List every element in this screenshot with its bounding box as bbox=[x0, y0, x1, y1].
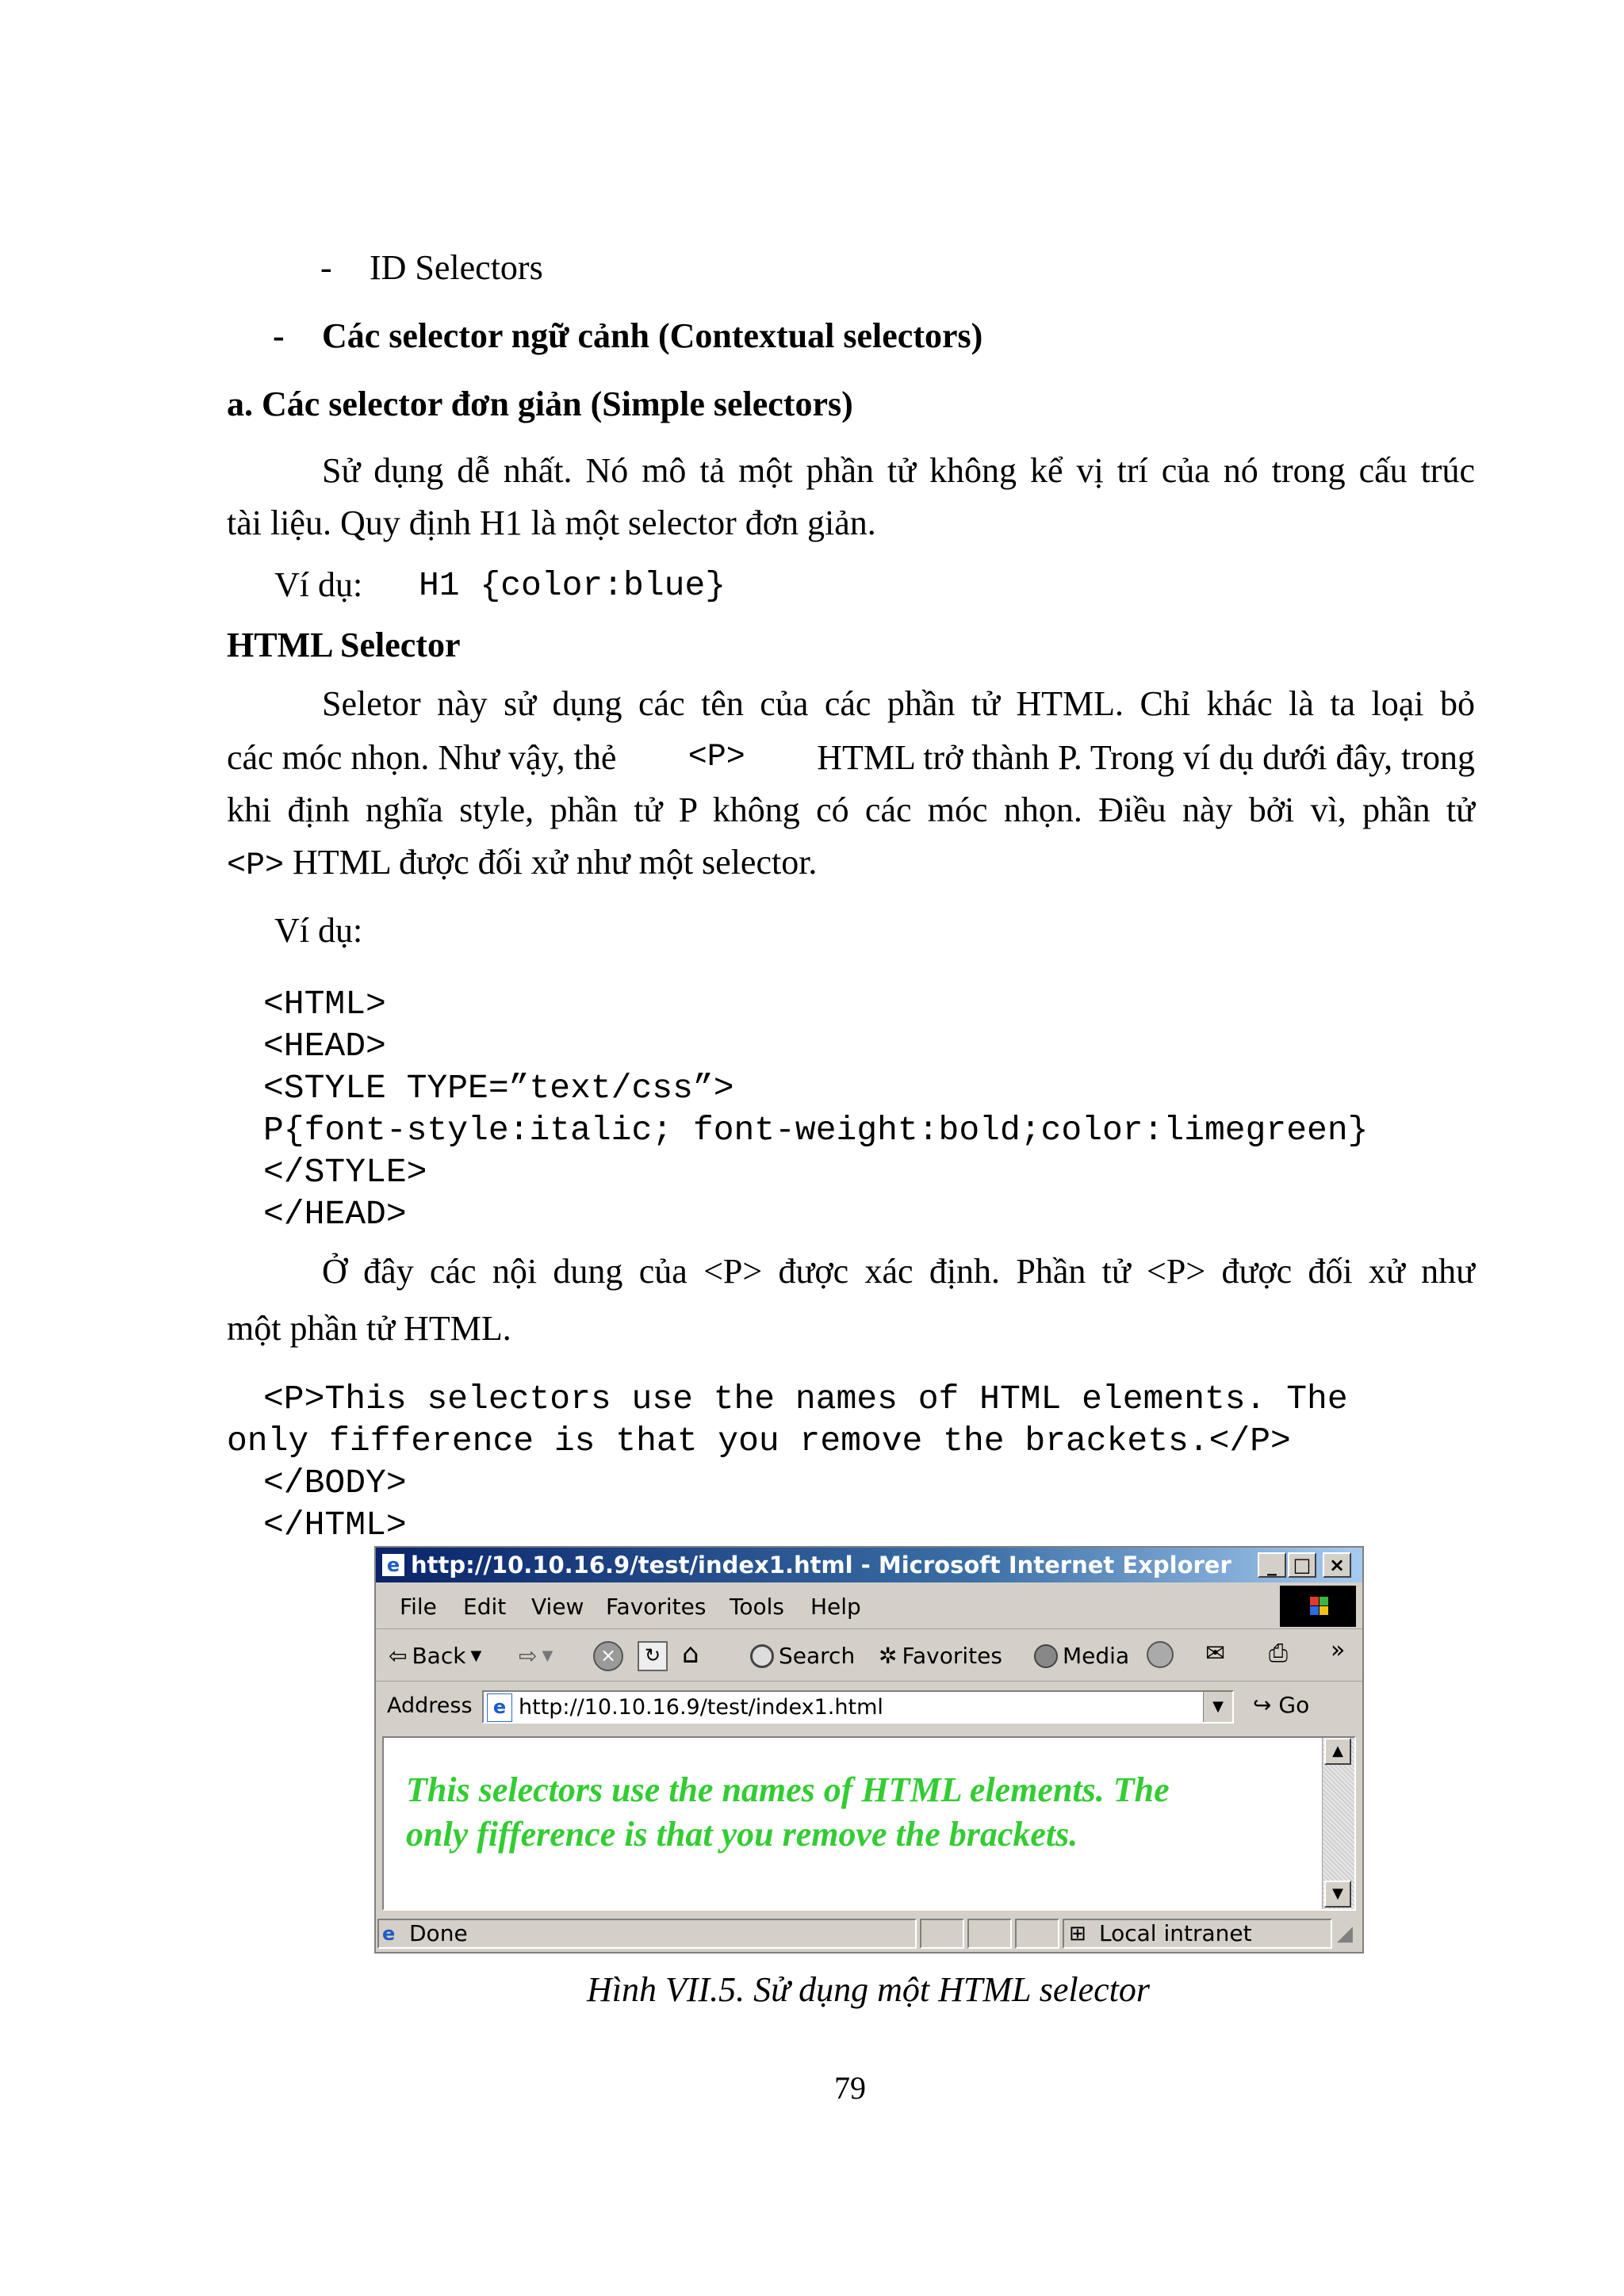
zone-pane bbox=[1063, 1919, 1332, 1949]
para1-line2: tài liệu. Quy định H1 là một selector đơn giản. bbox=[227, 503, 876, 542]
para2-line2-b: HTML trở thành P. Trong ví dụ dưới đây, trong bbox=[817, 738, 1475, 777]
code-line: </HEAD> bbox=[263, 1195, 407, 1234]
stop-icon[interactable]: × bbox=[593, 1641, 623, 1671]
para2-line2-code: <P> bbox=[688, 740, 745, 775]
content-line-2: only fifference is that you remove the brackets. bbox=[406, 1815, 1078, 1854]
menu-favorites[interactable]: Favorites bbox=[606, 1594, 707, 1620]
vertical-scrollbar[interactable] bbox=[1322, 1738, 1354, 1909]
menu-bar bbox=[376, 1584, 1362, 1629]
window-title: http://10.10.16.9/test/index1.html - Microsoft Internet Explorer bbox=[411, 1552, 1231, 1578]
example-code: H1 {color:blue} bbox=[419, 566, 726, 605]
status-pane-blank bbox=[1015, 1919, 1059, 1949]
address-input[interactable] bbox=[482, 1690, 1234, 1724]
code-line: </STYLE> bbox=[263, 1153, 427, 1192]
minimize-button[interactable]: _ bbox=[1258, 1552, 1286, 1578]
code2-line3: </BODY> bbox=[263, 1464, 407, 1502]
refresh-icon[interactable]: ↻ bbox=[638, 1641, 668, 1671]
code2-line4: </HTML> bbox=[263, 1506, 407, 1544]
code-line: P{font-style:italic; font-weight:bold;color:limegreen} bbox=[263, 1111, 1369, 1150]
para2-line2-a: các móc nhọn. Như vậy, thẻ bbox=[227, 738, 617, 777]
history-icon[interactable] bbox=[1147, 1641, 1174, 1668]
code-block-1 bbox=[263, 983, 1368, 1235]
favorites-label: Favorites bbox=[902, 1643, 1002, 1669]
go-label: Go bbox=[1278, 1692, 1310, 1718]
forward-button[interactable] bbox=[519, 1643, 553, 1669]
favorites-button[interactable] bbox=[879, 1643, 1002, 1669]
maximize-button[interactable]: □ bbox=[1288, 1552, 1316, 1578]
favorites-star-icon: ✲ bbox=[879, 1643, 898, 1669]
content-paragraph bbox=[406, 1768, 1294, 1857]
code2-line2: only fifference is that you remove the brackets.</P> bbox=[227, 1422, 1291, 1460]
bullet-dash-2: - bbox=[273, 316, 285, 355]
figure-caption: Hình VII.5. Sử dụng một HTML selector bbox=[586, 1970, 1151, 2009]
address-label: Address bbox=[387, 1693, 473, 1718]
address-bar bbox=[376, 1682, 1362, 1730]
close-button[interactable]: × bbox=[1323, 1552, 1351, 1578]
heading-simple-selectors: a. Các selector đơn giản (Simple selectors) bbox=[227, 385, 853, 423]
para3-line1: Ở đây các nội dung của <P> được xác định. Phần tử <P> được đối xử như bbox=[322, 1252, 1475, 1291]
ie-logo-icon: e bbox=[382, 1554, 404, 1576]
code-line: <STYLE TYPE=”text/css”> bbox=[263, 1069, 734, 1108]
go-button[interactable] bbox=[1253, 1692, 1309, 1718]
toolbar bbox=[376, 1630, 1362, 1682]
page-content bbox=[382, 1736, 1356, 1911]
para2-line4 bbox=[227, 840, 817, 889]
status-pane-blank bbox=[920, 1919, 964, 1949]
more-chevron-icon[interactable]: » bbox=[1331, 1636, 1346, 1664]
code-line: <HEAD> bbox=[263, 1027, 386, 1066]
search-button[interactable] bbox=[750, 1643, 855, 1669]
para2-line3: khi định nghĩa style, phần tử P không có các móc nhọn. Điều này bởi vì, phần tử bbox=[227, 790, 1475, 829]
menu-tools[interactable]: Tools bbox=[730, 1594, 784, 1620]
scroll-up-button[interactable]: ▲ bbox=[1324, 1738, 1351, 1765]
status-pane bbox=[377, 1919, 917, 1949]
browser-window bbox=[374, 1546, 1364, 1954]
address-dropdown-button[interactable]: ▼ bbox=[1203, 1692, 1232, 1722]
code-line: <HTML> bbox=[263, 985, 386, 1024]
menu-help[interactable]: Help bbox=[810, 1594, 861, 1620]
menu-view[interactable]: View bbox=[531, 1594, 584, 1620]
page-number: 79 bbox=[834, 2070, 866, 2106]
heading-html-selector: HTML Selector bbox=[227, 626, 461, 664]
menu-file[interactable]: File bbox=[400, 1594, 437, 1620]
title-bar bbox=[376, 1548, 1362, 1582]
scroll-down-button[interactable]: ▼ bbox=[1324, 1881, 1351, 1908]
mail-icon[interactable]: ✉ bbox=[1205, 1640, 1226, 1667]
print-icon[interactable]: ⎙ bbox=[1269, 1640, 1288, 1667]
forward-arrow-icon: ⇨ bbox=[519, 1643, 538, 1669]
search-label: Search bbox=[779, 1643, 856, 1669]
back-arrow-icon: ⇦ bbox=[389, 1643, 408, 1669]
resize-grip-icon[interactable]: ◢ bbox=[1337, 1922, 1353, 1946]
para1-line1: Sử dụng dễ nhất. Nó mô tả một phần tử không kể vị trí của nó trong cấu trúc bbox=[322, 451, 1475, 490]
zone-text: Local intranet bbox=[1099, 1920, 1252, 1946]
para2-line4-code: <P> bbox=[227, 848, 285, 884]
home-icon[interactable]: ⌂ bbox=[682, 1638, 699, 1670]
intranet-icon: ⊞ bbox=[1069, 1922, 1086, 1946]
bullet-dash-1: - bbox=[320, 248, 332, 287]
back-button[interactable] bbox=[389, 1643, 481, 1669]
dropdown-icon: ▼ bbox=[542, 1647, 553, 1664]
example-label: Ví dụ: bbox=[274, 565, 363, 604]
status-bar bbox=[376, 1915, 1362, 1952]
content-line-1: This selectors use the names of HTML elements. The bbox=[406, 1770, 1170, 1809]
windows-logo-icon bbox=[1280, 1586, 1356, 1627]
code2-line1: <P>This selectors use the names of HTML elements. The bbox=[263, 1380, 1348, 1418]
go-arrow-icon: ↪ bbox=[1253, 1692, 1272, 1718]
dropdown-icon: ▼ bbox=[470, 1647, 482, 1664]
para2-line1: Seletor này sử dụng các tên của các phần tử HTML. Chỉ khác là ta loại bỏ bbox=[322, 684, 1475, 723]
para3-line2: một phần tử HTML. bbox=[227, 1309, 511, 1348]
media-label: Media bbox=[1063, 1643, 1130, 1669]
page-icon: e bbox=[487, 1693, 512, 1722]
media-button[interactable] bbox=[1034, 1643, 1129, 1669]
para2-line4-b: HTML được đối xử như một selector. bbox=[293, 843, 818, 882]
search-icon bbox=[750, 1644, 774, 1668]
bullet-contextual-selectors: Các selector ngữ cảnh (Contextual selectors) bbox=[322, 316, 983, 355]
menu-edit[interactable]: Edit bbox=[463, 1594, 507, 1620]
status-pane-blank bbox=[967, 1919, 1012, 1949]
page-icon: e bbox=[382, 1923, 396, 1945]
media-icon bbox=[1034, 1644, 1058, 1668]
status-text: Done bbox=[409, 1920, 468, 1946]
example-label-2: Ví dụ: bbox=[274, 911, 363, 950]
address-value: http://10.10.16.9/test/index1.html bbox=[519, 1695, 883, 1720]
bullet-id-selectors: ID Selectors bbox=[370, 248, 543, 287]
back-label: Back bbox=[412, 1643, 466, 1669]
para2-line2 bbox=[227, 736, 1475, 780]
